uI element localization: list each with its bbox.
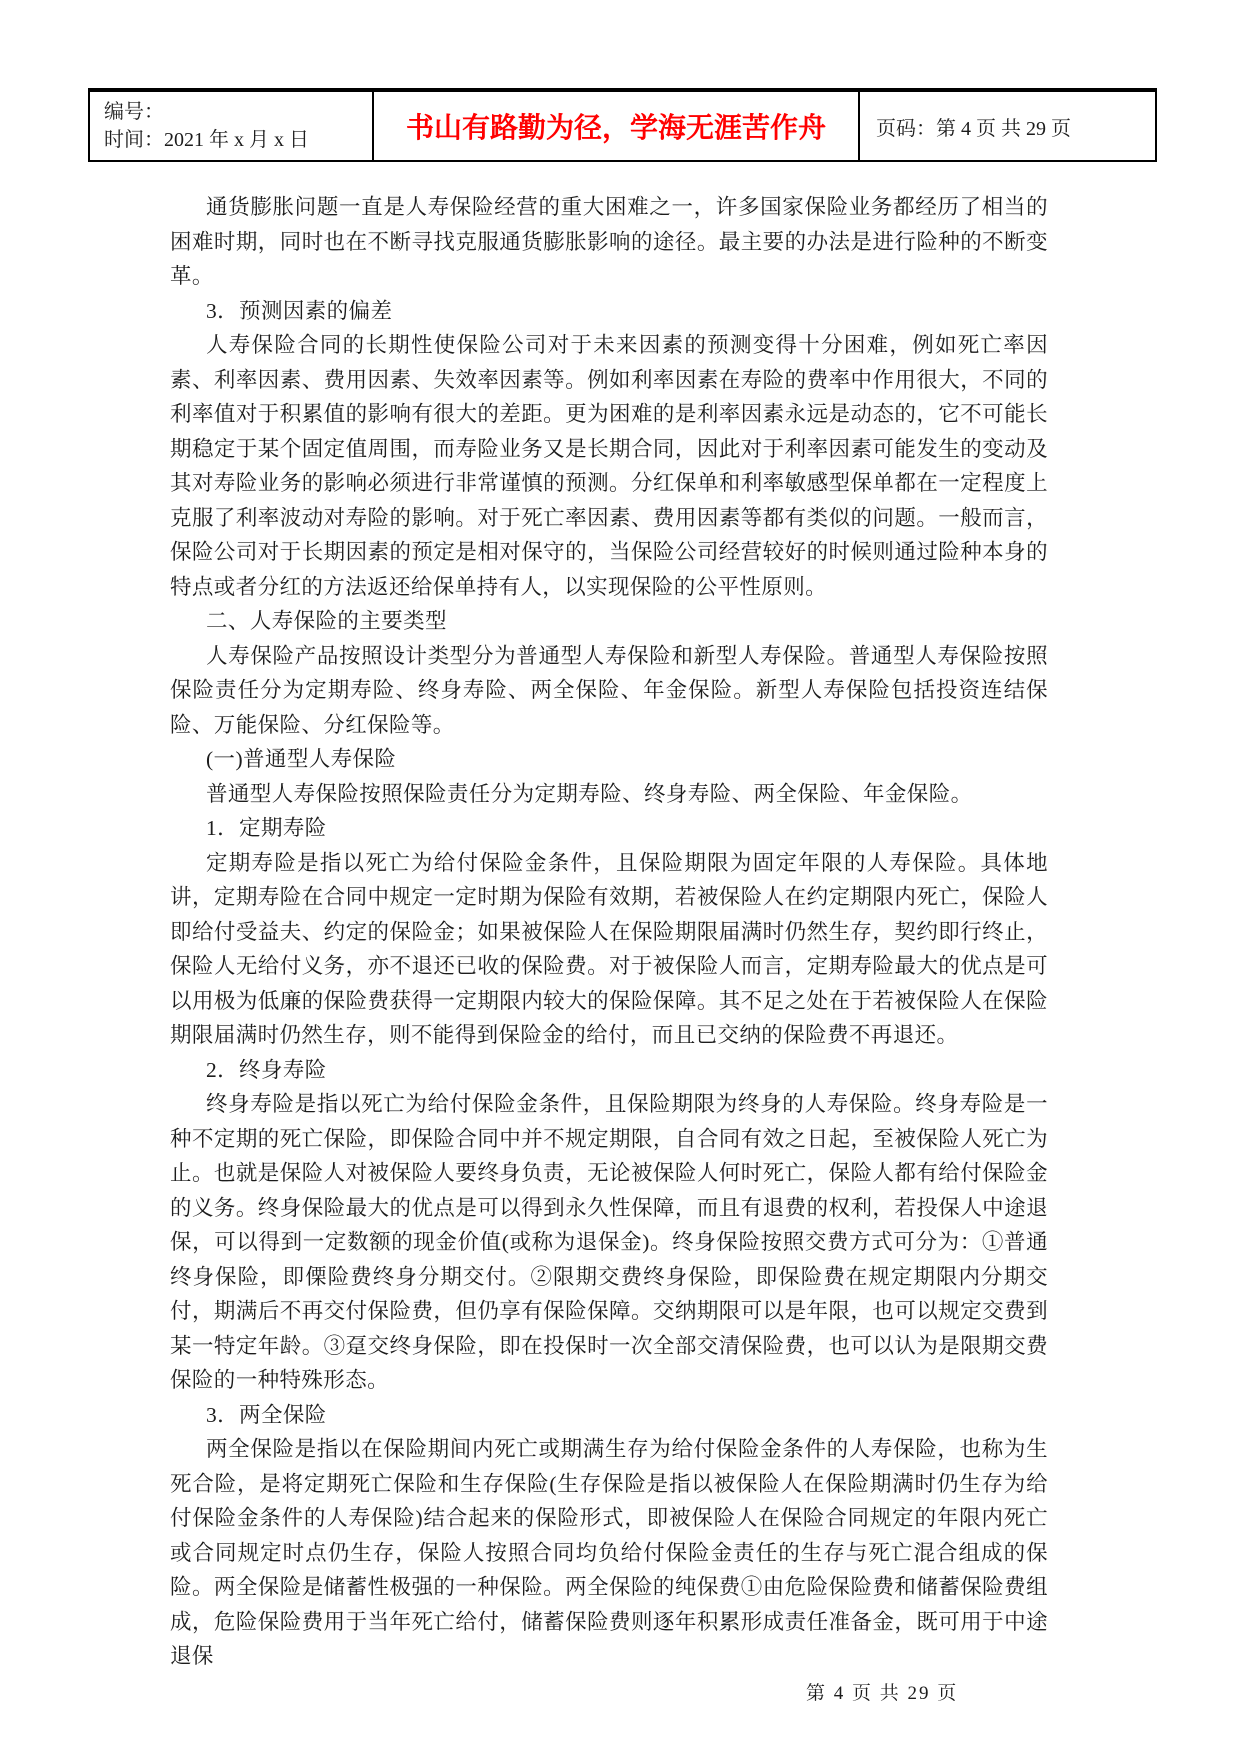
footer-page-info: 第 4 页 共 29 页 — [806, 1683, 959, 1704]
paragraph: 两全保险是指以在保险期间内死亡或期满生存为给付保险金条件的人寿保险，也称为生死合险，是将定期死亡保险和生存保险(生存保险是指以被保险人在保险期满时仍生存为给付保险金条件的人寿保险)结合起来的保险形式，即被保险人在保险合同规定的年限内死亡或合同规定时点仍生存，保险人按照合同均负给付保险金责任的生存与死亡混合组成的保险。两全保险是储蓄性极强的一种保险。两全保险的纯保费①由危险保险费和储蓄保险费组成，危险保险费用于当年死亡给付，储蓄保险费则逐年积累形成责任准备金，既可用于中途退保 — [170, 1437, 1048, 1668]
motto-banner: 书山有路勤为径，学海无涯苦作舟 — [405, 113, 826, 144]
doc-number-label: 编号： — [104, 101, 164, 123]
document-body — [170, 190, 1048, 1674]
section-heading: 二、人寿保险的主要类型 — [206, 609, 447, 633]
section-heading: 1．定期寿险 — [206, 816, 327, 840]
header-banner-cell — [374, 92, 860, 160]
section-heading: 3．预测因素的偏差 — [206, 298, 393, 323]
header-page-cell — [860, 92, 1155, 160]
doc-time-label: 时间：2021 年 x 月 x 日 — [104, 129, 309, 151]
paragraph: 人寿保险合同的长期性使保险公司对于未来因素的预测变得十分困难，例如死亡率因素、利率因素、费用因素、失效率因素等。例如利率因素在寿险的费率中作用很大，不同的利率值对于积累值的影响有很大的差距。更为困难的是利率因素永远是动态的，它不可能长期稳定于某个固定值周围，而寿险业务又是长期合同，因此对于利率因素可能发生的变动及其对寿险业务的影响必须进行非常谨慎的预测。分红保单和利率敏感型保单都在一定程度上克服了利率波动对寿险的影响。对于死亡率因素、费用因素等都有类似的问题。一般而言，保险公司对于长期因素的预定是相对保守的，当保险公司经营较好的时候则通过险种本身的特点或者分红的方法返还给保单持有人，以实现保险的公平性原则。 — [170, 333, 1048, 599]
paragraph: 终身寿险是指以死亡为给付保险金条件，且保险期限为终身的人寿保险。终身寿险是一种不定期的死亡保险，即保险合同中并不规定期限，自合同有效之日起，至被保险人死亡为止。也就是保险人对被保险人要终身负责，无论被保险人何时死亡，保险人都有给付保险金的义务。终身保险最大的优点是可以得到永久性保障，而且有退费的权利，若投保人中途退保，可以得到一定数额的现金价值(或称为退保金)。终身保险按照交费方式可分为：①普通终身保险，即傈险费终身分期交付。②限期交费终身保险，即保险费在规定期限内分期交付，期满后不再交付保险费，但仍享有保险保障。交纳期限可以是年限，也可以规定交费到某一特定年龄。③趸交终身保险，即在投保时一次全部交清保险费，也可以认为是限期交费保险的一种特殊形态。 — [170, 1092, 1048, 1392]
section-heading: 2．终身寿险 — [206, 1057, 327, 1082]
paragraph: 普通型人寿保险按照保险责任分为定期寿险、终身寿险、两全保险、年金保险。 — [206, 781, 973, 806]
page-header — [88, 88, 1157, 162]
paragraph: 通货膨胀问题一直是人寿保险经营的重大困难之一，许多国家保险业务都经历了相当的困难时期，同时也在不断寻找克服通货膨胀影响的途径。最主要的办法是进行险种的不断变革。 — [170, 195, 1048, 288]
section-heading: 3．两全保险 — [206, 1402, 327, 1427]
page-footer — [806, 1678, 958, 1705]
paragraph: 人寿保险产品按照设计类型分为普通型人寿保险和新型人寿保险。普通型人寿保险按照保险责任分为定期寿险、终身寿险、两全保险、年金保险。新型人寿保险包括投资连结保险、万能保险、分红保险等。 — [170, 643, 1048, 737]
paragraph: 定期寿险是指以死亡为给付保险金条件，且保险期限为固定年限的人寿保险。具体地讲，定期寿险在合同中规定一定时期为保险有效期，若被保险人在约定期限内死亡，保险人即给付受益夫、约定的保险金；如果被保险人在保险期限届满时仍然生存，契约即行终止，保险人无给付义务，亦不退还已收的保险费。对于被保险人而言，定期寿险最大的优点是可以用极为低廉的保险费获得一定期限内较大的保险保障。其不足之处在于若被保险人在保险期限届满时仍然生存，则不能得到保险金的给付，而且已交纳的保险费不再退还。 — [170, 850, 1048, 1047]
header-meta-cell — [90, 92, 374, 160]
section-heading: (一)普通型人寿保险 — [206, 747, 397, 771]
page-number-label: 页码：第 4 页 共 29 页 — [876, 117, 1071, 140]
